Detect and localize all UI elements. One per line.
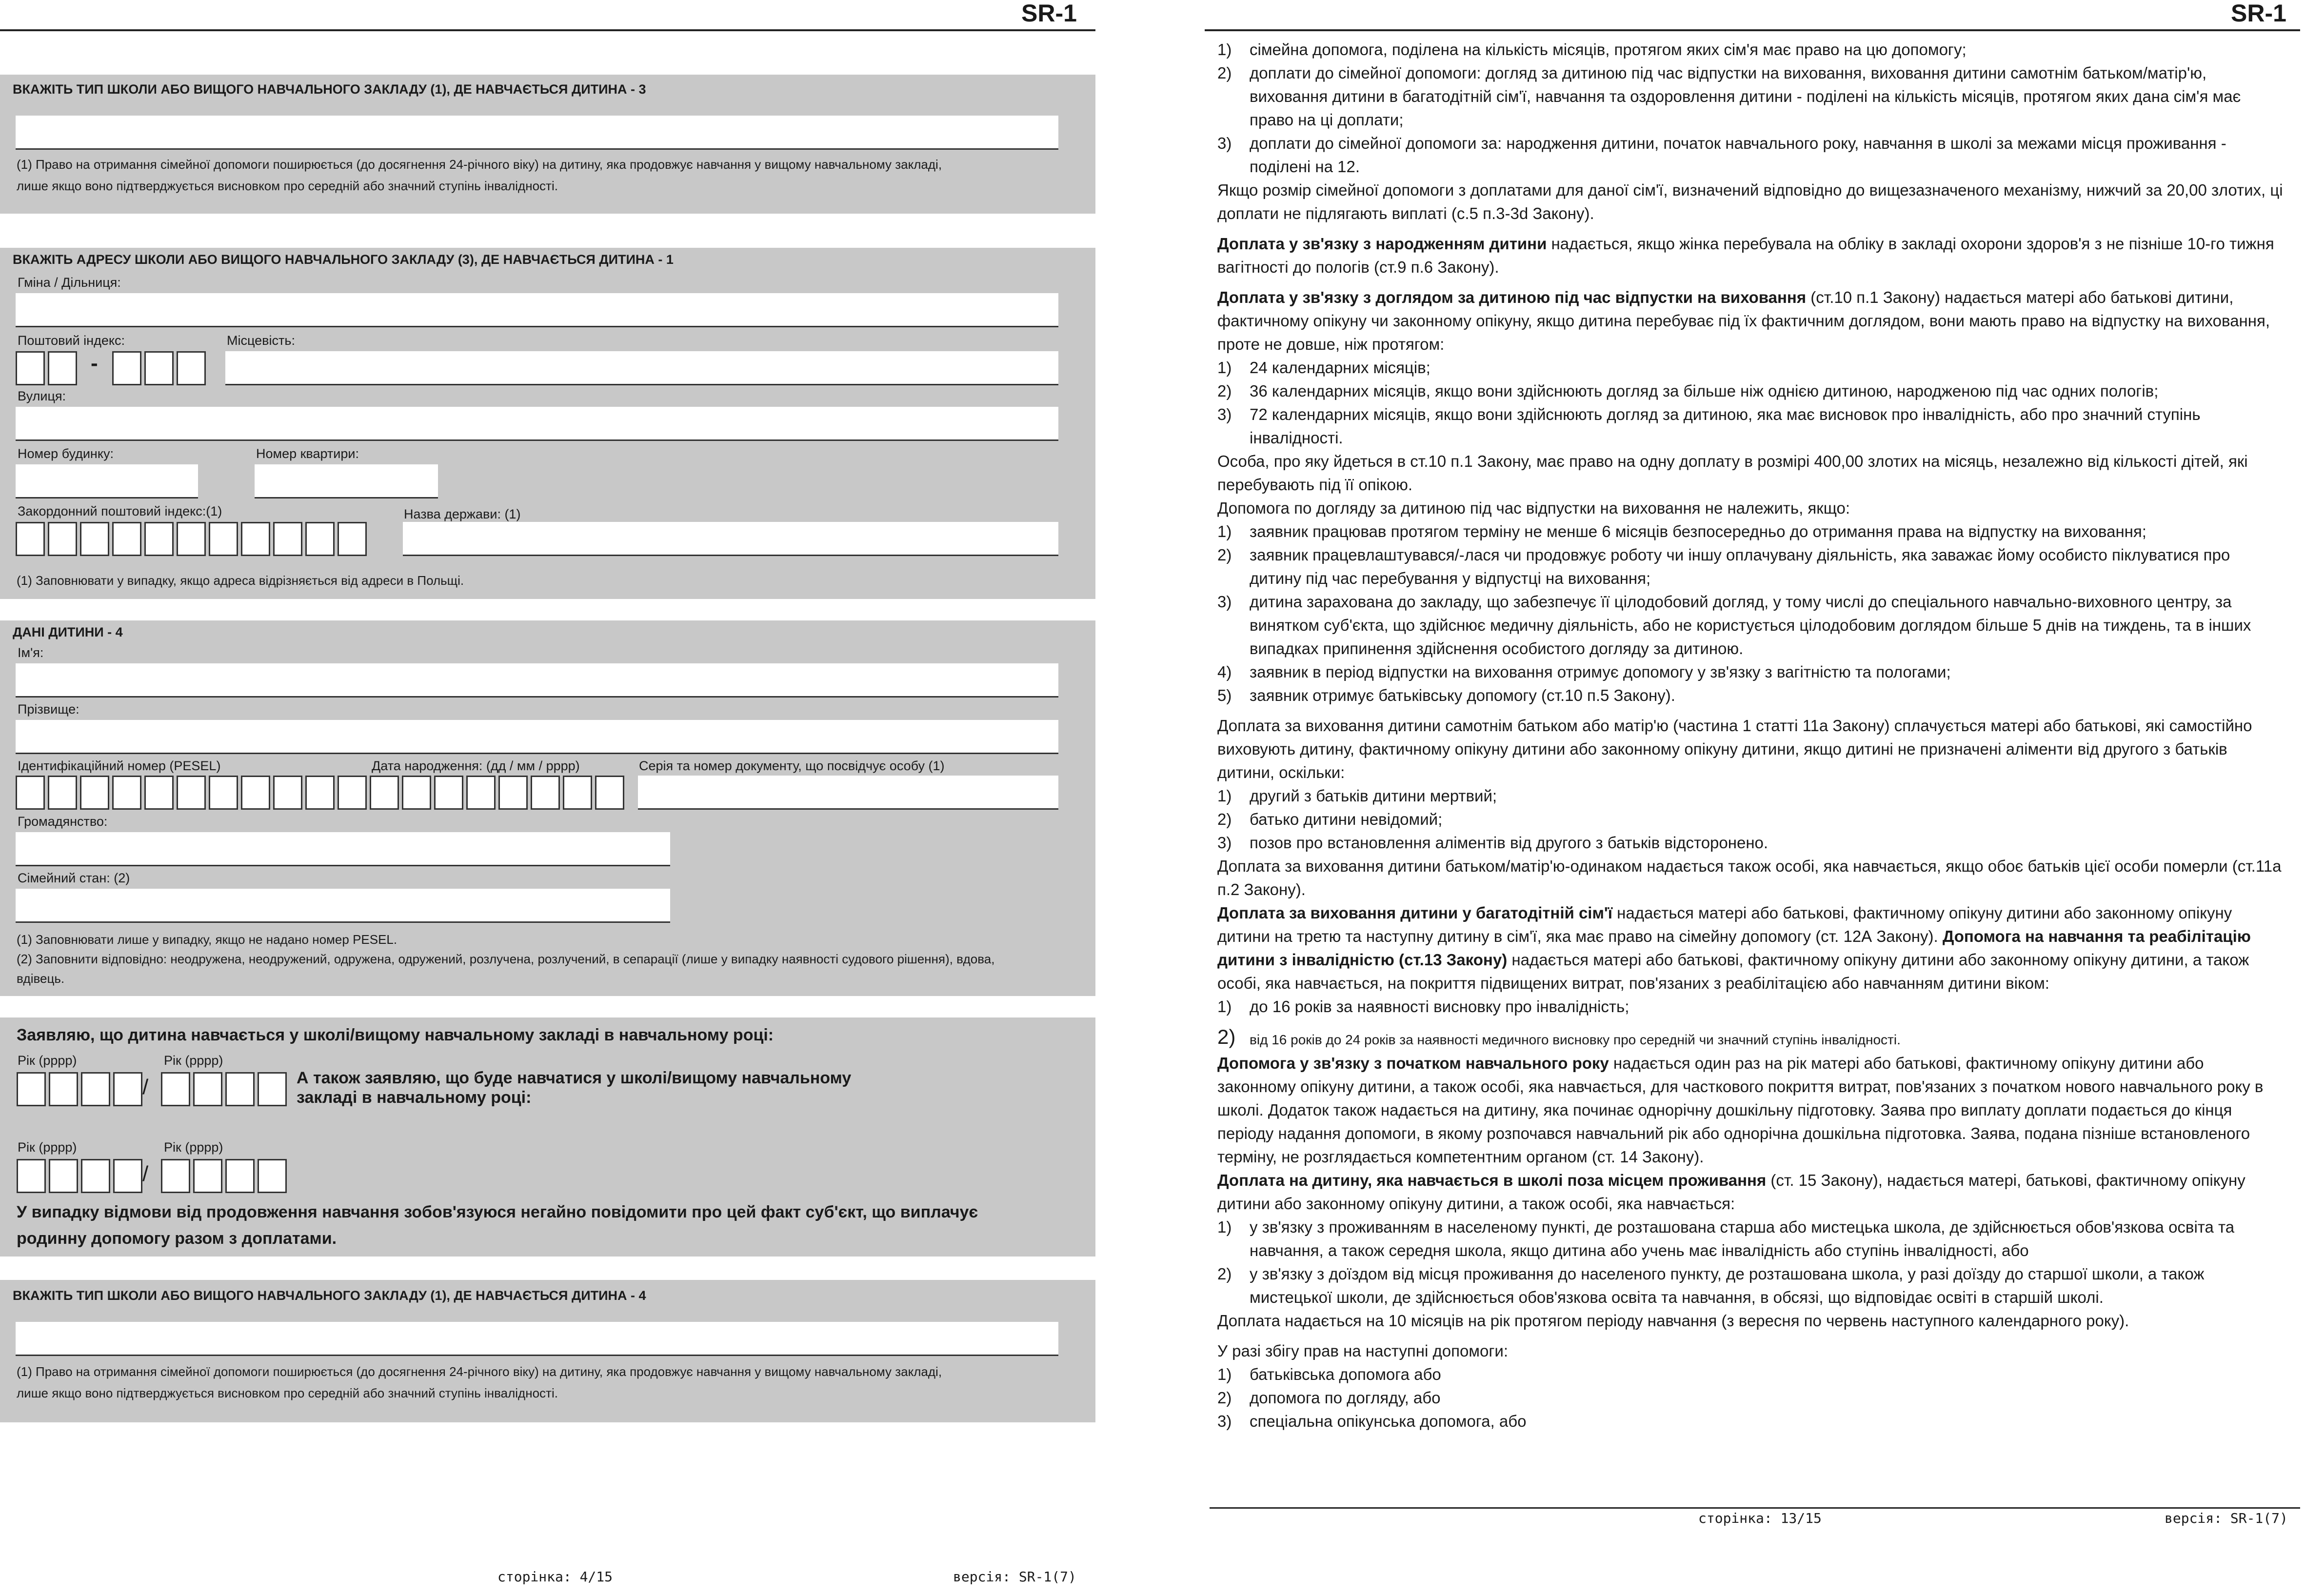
country-input[interactable] (403, 522, 1058, 556)
year-slash: / (142, 1075, 149, 1099)
list-item: 1) батьківська допомога або (1217, 1365, 1441, 1383)
house-input[interactable] (16, 464, 198, 499)
next-year-to-boxes[interactable] (161, 1159, 290, 1193)
page-13 (1205, 0, 2305, 1596)
postcode-part1[interactable] (16, 351, 80, 385)
footnote-2: (2) Заповнити відповідно: неодружена, неодружений, одружена, одружений, розлучена, розлучений, в сепарації (лише у випадку наявності судового рішення), вдова, вдівець. (17, 952, 995, 986)
list-item: 1) 24 календарних місяців; (1217, 359, 1431, 377)
paragraph: Допомога у зв'язку з початком навчального року надається один раз на рік матері або батькові, фактичному опікуну дитини або законному опікуну дитини, а також особі, яка навчається, для часткового покриття витрат, пов'язаних з початком нового навчального року в школі. Додаток також надається на дитину, яка починає однорічну дошкільну підготовку. Заява про виплату доплати подається до кінця періоду надання допомоги, в якому розпочався навчальний рік або однорічна дошкільна підготовка. Заява, подана пізніше встановленого терміну, не розглядається компетентним органом (ст. 14 Закону). (1217, 1054, 2264, 1166)
paragraph: Доплата за виховання дитини самотнім батьком або матір'ю (частина 1 статті 11а Закону) сплачується матері або батькові, які самостійно виховують дитину, фактичному опікуну дитини або законному опікуну дитини, якщо дитині не призначені аліменти від другого з батьків дитини, оскільки: (1217, 717, 2252, 781)
footnote-1: (1) Заповнювати лише у випадку, якщо не надано номер PESEL. (17, 932, 397, 947)
list-item: 3) позов про встановлення аліментів від другого з батьків відсторонено. (1217, 834, 1768, 852)
footnote: (1) Заповнювати у випадку, якщо адреса відрізняється від адреси в Польщі. (17, 573, 464, 588)
citizenship-input[interactable] (16, 832, 670, 866)
first-name-label: Ім'я: (18, 645, 44, 660)
paragraph: Доплата на дитину, яка навчається в школі поза місцем проживання (ст. 15 Закону), надається матері, батькові, фактичному опікуну дитини або законному опікуну дитини, а також особі, яка навчається: (1217, 1171, 2245, 1213)
section-title: ВКАЖІТЬ ТИП ШКОЛИ АБО ВИЩОГО НАВЧАЛЬНОГО ЗАКЛАДУ (1), ДЕ НАВЧАЄТЬСЯ ДИТИНА - 3 (13, 82, 646, 97)
section-title: ВКАЖІТЬ ТИП ШКОЛИ АБО ВИЩОГО НАВЧАЛЬНОГО ЗАКЛАДУ (1), ДЕ НАВЧАЄТЬСЯ ДИТИНА - 4 (13, 1288, 646, 1303)
first-name-input[interactable] (16, 663, 1058, 698)
list-item: 1) другий з батьків дитини мертвий; (1217, 787, 1497, 805)
header-rule (1205, 29, 2300, 31)
list-item: 5) заявник отримує батьківську допомогу (ст.10 п.5 Закону). (1217, 686, 1675, 704)
dob-boxes[interactable] (370, 776, 627, 810)
paragraph: Доплата за виховання дитини у багатодітній сім'ї надається матері або батькові, фактичному опікуну дитини або законному опікуну дитини на третю та наступну дитину в сім'ї, яка має право на сімейну допомогу (ст. 12А Закону). Допомога на навчання та реабілітацію дитини з інвалідністю (ст.13 Закону) надається матері або батькові, фактичному опікуну дитини або законному опікуну дитини, а також особі, яка навчається, на покриття підвищених витрат, пов'язаних з реабілітацією або навчанням дитини віком: (1217, 904, 2251, 992)
locality-label: Місцевість: (227, 333, 295, 348)
declaration-section (0, 1017, 1095, 1257)
list-item: 2) доплати до сімейної допомоги: догляд за дитиною під час відпустки на виховання, виховання дитини самотнім батьком/матір'ю, виховання дитини в багатодітній сім'ї, навчання та оздоровлення дитини - поділені на кількість місяців, протягом яких дана сім'я має право на ці доплати; (1217, 64, 2241, 129)
paragraph: Доплата за виховання дитини батьком/матір'ю-одинаком надається також особі, яка навчається, якщо обоє батьків цієї особи померли (ст.11а п.2 Закону). (1217, 857, 2282, 898)
list-item: 2) допомога по догляду, або (1217, 1389, 1441, 1407)
form-version: версія: SR-1(7) (2165, 1510, 2288, 1526)
list-item: 4) заявник в період відпустки на виховання отримує допомогу у зв'язку з вагітністю та пологами; (1217, 663, 1951, 681)
also-declaration: А також заявляю, що буде навчатися у школі/вищому навчальному закладі в навчальному році: (297, 1069, 852, 1107)
paragraph: Доплата у зв'язку з доглядом за дитиною під час відпустки на виховання (ст.10 п.1 Закону) надається матері або батькові дитини, фактичному опікуну чи законному опікуну, якщо дитина перебуває під їх фактичним доглядом, вони мають право на відпустку на виховання, проте не довше, ніж протягом: (1217, 288, 2270, 353)
year-to-boxes[interactable] (161, 1072, 290, 1106)
next-year-slash: / (142, 1162, 149, 1186)
gmina-input[interactable] (16, 293, 1058, 327)
dob-label: Дата народження: (дд / мм / рррр) (372, 758, 580, 773)
school-type-section-4 (0, 1280, 1095, 1422)
year-label-1: Рік (рррр) (18, 1053, 77, 1068)
paragraph: У разі збігу прав на наступні допомоги: (1217, 1342, 1508, 1360)
footnote: (1) Право на отримання сімейної допомоги поширюється (до досягнення 24-річного віку) на дитину, яка продовжує навчання у вищому навчальному закладі, лише якщо воно підтверджується висновком про середній або значний ступінь інвалідності. (17, 157, 942, 193)
year-label-2: Рік (рррр) (164, 1053, 223, 1068)
list-item: 1) до 16 років за наявності висновку про інвалідність; (1217, 998, 1629, 1016)
school-type-section-3 (0, 75, 1095, 214)
paragraph: Доплата надається на 10 місяців на рік протягом періоду навчання (з вересня по червень наступного календарного року). (1217, 1312, 2129, 1330)
marital-status-label: Сімейний стан: (2) (18, 871, 130, 885)
street-input[interactable] (16, 407, 1058, 441)
header-rule (0, 29, 1095, 31)
list-item: 2) 36 календарних місяців, якщо вони здійснюють догляд за більше ніж однією дитиною, народженою під час одних пологів; (1217, 382, 2159, 400)
country-label: Назва держави: (1) (404, 507, 521, 521)
paragraph: Доплата у зв'язку з народженням дитини надається, якщо жінка перебувала на обліку в закладі охорони здоров'я з не пізніше 10-го тижня вагітності до пологів (ст.9 п.6 Закону). (1217, 235, 2274, 276)
page-number: сторінка: 13/15 (1698, 1510, 1822, 1526)
next-year-from-boxes[interactable] (17, 1159, 145, 1193)
list-item: 3) доплати до сімейної допомоги за: народження дитини, початок навчального року, навчання в школі за межами місця проживання - поділені на 12. (1217, 134, 2226, 176)
surname-input[interactable] (16, 720, 1058, 754)
form-code: SR-1 (2231, 0, 2286, 27)
list-item: 3) спеціальна опікунська допомога, або (1217, 1412, 1527, 1430)
section-title: ВКАЖІТЬ АДРЕСУ ШКОЛИ АБО ВИЩОГО НАВЧАЛЬНОГО ЗАКЛАДУ (3), ДЕ НАВЧАЄТЬСЯ ДИТИНА - 1 (13, 252, 674, 267)
list-item: 1) заявник працював протягом терміну не менше 6 місяців безпосередньо до отримання права на відпустку на виховання; (1217, 522, 2146, 540)
postcode-label: Поштовий індекс: (18, 333, 125, 348)
page-4 (0, 0, 1097, 1596)
form-version: версія: SR-1(7) (953, 1569, 1076, 1585)
list-item: 1) сімейна допомога, поділена на кількість місяців, протягом яких сім'я має право на цю допомогу; (1217, 40, 1967, 59)
list-item: 2) у зв'язку з доїздом від місця проживання до населеного пункту, де розташована школа, у разі доїзду до старшої школи, а також мистецької школи, де здійснюється обов'язкова освіта та навчання, в обсязі, що відповідає освіті в старшій школі. (1217, 1265, 2205, 1306)
refusal-statement: У випадку відмови від продовження навчання зобов'язуюся негайно повідомити про цей факт суб'єкт, що виплачує родинну допомогу разом з доплатами. (17, 1203, 978, 1248)
postcode-part2[interactable] (112, 351, 209, 385)
year-label-3: Рік (рррр) (18, 1140, 77, 1155)
foreign-postcode-label: Закордонний поштовий індекс:(1) (18, 504, 222, 519)
school-type-input-4[interactable] (16, 1322, 1058, 1356)
list-item: 3) дитина зарахована до закладу, що забезпечує її цілодобовий догляд, у тому числі до спеціального навчально-виховного центру, за винятком суб'єкта, що здійснює медичну діяльність, або не користується цілодобовим доглядом більше 5 днів на тиждень, та в інших випадках припинення здійснення особистого догляду за дитиною. (1217, 593, 2251, 658)
school-address-section (0, 248, 1095, 599)
year-from-boxes[interactable] (17, 1072, 145, 1106)
locality-input[interactable] (225, 351, 1058, 385)
year-label-4: Рік (рррр) (164, 1140, 223, 1155)
regulations-text (1217, 38, 2285, 1433)
postcode-dash: - (91, 351, 98, 375)
paragraph: Особа, про яку йдеться в ст.10 п.1 Закону, має право на одну доплату в розмірі 400,00 злотих на місяць, незалежно від кількості дітей, які перебувають під її опікою. (1217, 452, 2248, 494)
marital-status-input[interactable] (16, 889, 670, 923)
list-item: 3) 72 календарних місяців, якщо вони здійснюють догляд за дитиною, яка має висновок про інвалідність, або про значний ступінь інвалідності. (1217, 405, 2201, 447)
form-code: SR-1 (1021, 0, 1077, 27)
list-item: 2) заявник працевлаштувався/-лася чи продовжує роботу чи іншу оплачувану діяльність, яка заважає йому особисто піклуватися про дитину під час перебування у відпустці на виховання; (1217, 546, 2230, 587)
surname-label: Прізвище: (18, 702, 79, 717)
foreign-postcode-boxes[interactable] (16, 522, 370, 556)
paragraph: Якщо розмір сімейної допомоги з доплатами для даної сім'ї, визначений відповідно до вищезазначеного механізму, нижчий за 20,00 злотих, ці доплати не підлягають виплаті (с.5 п.3-3d Закону). (1217, 181, 2283, 222)
list-item: 2) батько дитини невідомий; (1217, 810, 1443, 828)
id-document-label: Серія та номер документу, що посвідчує особу (1) (639, 758, 945, 773)
flat-label: Номер квартири: (256, 446, 359, 461)
gmina-label: Гміна / Дільниця: (18, 275, 121, 290)
child-data-section (0, 620, 1095, 996)
page-number: сторінка: 4/15 (497, 1569, 613, 1585)
id-document-input[interactable] (638, 776, 1058, 810)
footnote: (1) Право на отримання сімейної допомоги поширюється (до досягнення 24-річного віку) на дитину, яка продовжує навчання у вищому навчальному закладі, лише якщо воно підтверджується висновком про середній або значний ступінь інвалідності. (17, 1364, 942, 1400)
flat-input[interactable] (255, 464, 438, 499)
pesel-label: Ідентифікаційний номер (PESEL) (18, 758, 221, 773)
section-title: ДАНІ ДИТИНИ - 4 (13, 625, 123, 639)
citizenship-label: Громадянство: (18, 814, 108, 829)
street-label: Вулиця: (18, 389, 66, 403)
declaration-title: Заявляю, що дитина навчається у школі/вищому навчальному закладі в навчальному році: (17, 1026, 774, 1044)
list-item: 2) від 16 років до 24 років за наявності медичного висновку про середній чи значний ступінь інвалідності. (1217, 1025, 1901, 1048)
footer-rule (1210, 1507, 2300, 1509)
paragraph: Допомога по догляду за дитиною під час відпустки на виховання не належить, якщо: (1217, 499, 1850, 517)
school-type-input[interactable] (16, 116, 1058, 150)
pesel-boxes[interactable] (16, 776, 370, 810)
house-label: Номер будинку: (18, 446, 114, 461)
list-item: 1) у зв'язку з проживанням в населеному пункті, де розташована старша або мистецька школа, де здійснюється обов'язкова освіта та навчання, а також середня школа, якщо дитина або учень має інвалідність або ступінь інвалідності, або (1217, 1218, 2235, 1259)
